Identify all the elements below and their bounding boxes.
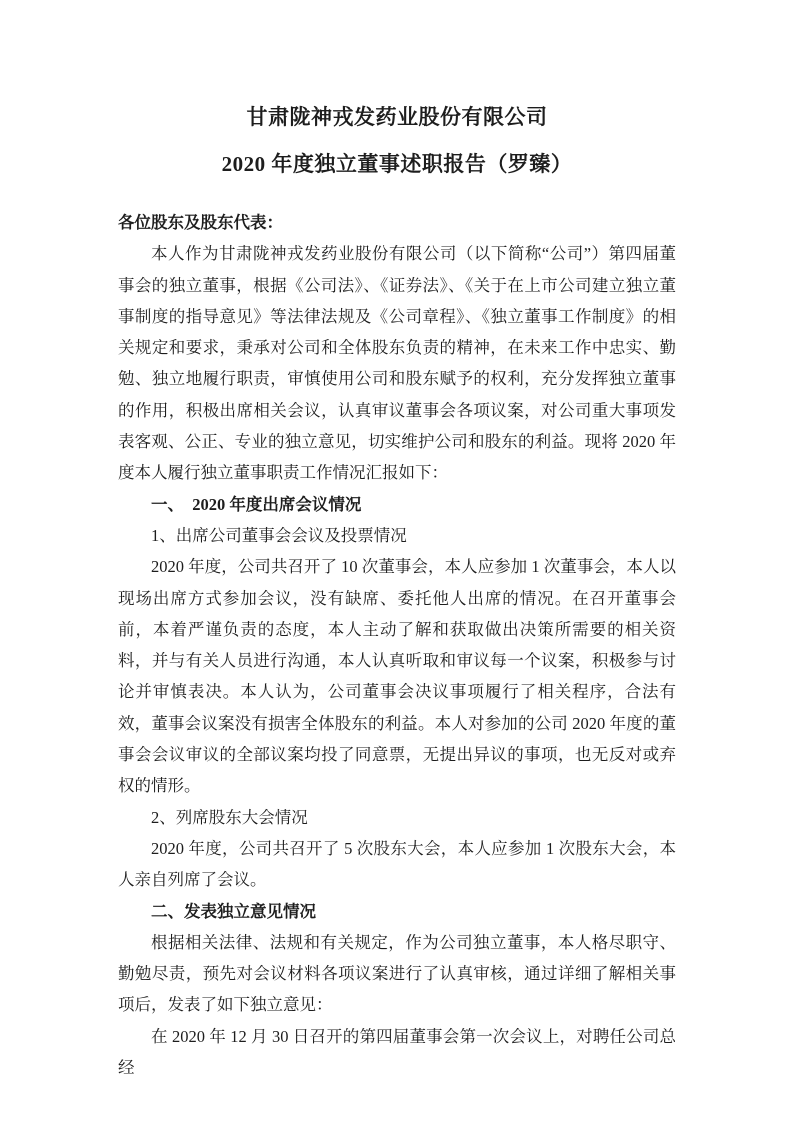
paragraph-intro: 本人作为甘肃陇神戎发药业股份有限公司（以下简称“公司”）第四届董事会的独立董事，根据《公司法》、《证券法》、《关于在上市公司建立独立董事制度的指导意见》等法律法规及《公司章程》、《独立董事工作制度》的相关规定和要求，秉承对公司和全体股东负责的精神，在未来工作中忠实、勤勉、独立地履行职责，审慎使用公司和股东赋予的权利，充分发挥独立董事的作用，积极出席相关会议，认真审议董事会各项议案，对公司重大事项发表客观、公正、专业的独立意见，切实维护公司和股东的利益。现将 2020 年度本人履行独立董事职责工作情况汇报如下：: [118, 244, 676, 483]
report-title: [118, 94, 676, 188]
report-title-line-1: 甘肃陇神戎发药业股份有限公司: [246, 105, 548, 129]
salutation: 各位股东及股东代表：: [118, 213, 283, 232]
report-body: [118, 207, 676, 1083]
paragraph-shareholder-meetings: 2020 年度，公司共召开了 5 次股东大会，本人应参加 1 次股东大会，本人亲自列席了会议。: [118, 838, 676, 890]
heading-section-1-meeting-attendance: 一、 2020 年度出席会议情况: [151, 494, 362, 514]
heading-section-2-independent-opinions: 二、发表独立意见情况: [151, 901, 316, 921]
subheading-shareholder-meetings: 2、列席股东大会情况: [151, 807, 308, 827]
document-content: [118, 94, 676, 1083]
paragraph-board-meetings: 2020 年度，公司共召开了 10 次董事会，本人应参加 1 次董事会，本人以现场出席方式参加会议，没有缺席、委托他人出席的情况。在召开董事会前，本着严谨负责的态度，本人主动了解和获取做出决策所需要的相关资料，并与有关人员进行沟通，本人认真听取和审议每一个议案，积极参与讨论并审慎表决。本人认为，公司董事会决议事项履行了相关程序，合法有效，董事会议案没有损害全体股东的利益。本人对参加的公司 2020 年度的董事会会议审议的全部议案均投了同意票，无提出异议的事项，也无反对或弃权的情形。: [118, 557, 676, 796]
subheading-board-meeting-voting: 1、出席公司董事会会议及投票情况: [151, 525, 407, 545]
paragraph-opinions-intro: 根据相关法律、法规和有关规定，作为公司独立董事，本人格尽职守、勤勉尽责，预先对会议材料各项议案进行了认真审核，通过详细了解相关事项后，发表了如下独立意见：: [118, 932, 676, 1015]
report-title-line-2: 2020 年度独立董事述职报告（罗臻）: [221, 152, 573, 176]
paragraph-opinion-first-meeting: 在 2020 年 12 月 30 日召开的第四届董事会第一次会议上，对聘任公司总经: [118, 1026, 676, 1078]
